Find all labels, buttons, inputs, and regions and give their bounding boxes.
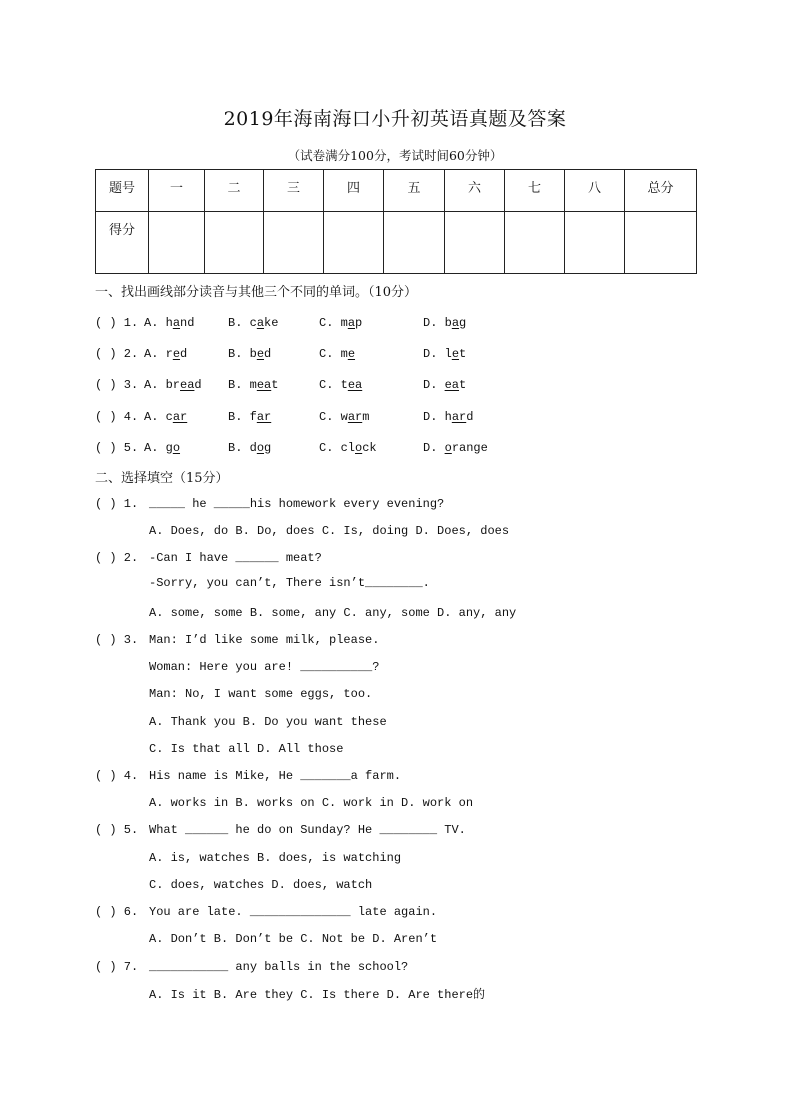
q7-stem: ___________ any balls in the school?	[149, 960, 409, 974]
header-cell: 四	[324, 170, 384, 212]
q4-options: A. works in B. works on C. work in D. work on	[149, 796, 474, 810]
underlined-sound: e	[451, 347, 460, 361]
score-cell[interactable]	[565, 212, 625, 274]
underlined-sound: e	[347, 347, 356, 361]
underlined-sound: e	[256, 347, 265, 361]
q7-number: ( ) 7.	[95, 960, 139, 974]
score-table	[95, 169, 697, 274]
section1-option: A. car	[144, 410, 188, 424]
section1-option: D. orange	[423, 441, 488, 455]
header-cell: 一	[149, 170, 205, 212]
section1-option: B. meat	[228, 378, 279, 392]
score-cell[interactable]	[384, 212, 445, 274]
underlined-sound: ea	[256, 378, 272, 392]
q3-number: ( ) 3.	[95, 633, 139, 647]
q3-stem-line2: Woman: Here you are! __________?	[149, 660, 380, 674]
underlined-sound: o	[172, 441, 181, 455]
q3-stem-line1: Man: I’d like some milk, please.	[149, 633, 380, 647]
q2-stem-line1: -Can I have ______ meat?	[149, 551, 322, 565]
underlined-sound: a	[256, 316, 265, 330]
section1-option: C. clock	[319, 441, 377, 455]
underlined-sound: ea	[347, 378, 363, 392]
underlined-sound: ar	[256, 410, 272, 424]
section1-item-number: ( ) 4.	[95, 410, 139, 424]
q1-options: A. Does, do B. Do, does C. Is, doing D. Does, does	[149, 524, 510, 538]
score-table-score-row	[96, 212, 697, 274]
score-cell[interactable]	[505, 212, 565, 274]
section1-item-number: ( ) 2.	[95, 347, 139, 361]
q7-options: A. Is it B. Are they C. Is there D. Are there的	[149, 988, 486, 1002]
section1-option: D. bag	[423, 316, 467, 330]
q5-stem: What ______ he do on Sunday? He ________ TV.	[149, 823, 466, 837]
page-title: 2019年海南海口小升初英语真题及答案	[223, 108, 567, 130]
q2-options: A. some, some B. some, any C. any, some D. any, any	[149, 606, 517, 620]
section1-option: C. me	[319, 347, 356, 361]
section1-option: C. warm	[319, 410, 370, 424]
header-cell: 六	[445, 170, 505, 212]
q3-options-line2: C. Is that all D. All those	[149, 742, 344, 756]
section1-option: A. red	[144, 347, 188, 361]
q1-number: ( ) 1.	[95, 497, 139, 511]
section1-option: C. map	[319, 316, 363, 330]
section1-item-number: ( ) 1.	[95, 316, 139, 330]
score-cell[interactable]	[445, 212, 505, 274]
score-cell[interactable]	[625, 212, 697, 274]
underlined-sound: a	[451, 316, 460, 330]
score-cell[interactable]	[205, 212, 264, 274]
section1-heading: 一、找出画线部分读音与其他三个不同的单词。（10分）	[95, 285, 418, 300]
section1-option: B. dog	[228, 441, 272, 455]
underlined-sound: ar	[172, 410, 188, 424]
section1-option: A. hand	[144, 316, 195, 330]
header-cell: 总分	[625, 170, 697, 212]
page-subtitle: （试卷满分100分，考试时间60分钟）	[287, 148, 503, 163]
score-cell[interactable]	[264, 212, 324, 274]
underlined-sound: ar	[347, 410, 363, 424]
header-cell: 二	[205, 170, 264, 212]
section1-option: D. let	[423, 347, 467, 361]
q5-options-line1: A. is, watches B. does, is watching	[149, 851, 402, 865]
underlined-sound: o	[444, 441, 452, 455]
q2-stem-line2: -Sorry, you can’t, There isn’t________.	[149, 576, 430, 590]
underlined-sound: o	[355, 441, 363, 455]
score-cell[interactable]	[149, 212, 205, 274]
header-cell: 八	[565, 170, 625, 212]
q6-options: A. Don’t B. Don’t be C. Not be D. Aren’t	[149, 932, 438, 946]
section1-option: B. far	[228, 410, 272, 424]
q2-number: ( ) 2.	[95, 551, 139, 565]
underlined-sound: a	[172, 316, 181, 330]
section1-option: A. go	[144, 441, 181, 455]
section1-option: A. bread	[144, 378, 202, 392]
section1-option: B. cake	[228, 316, 279, 330]
section1-option: D. eat	[423, 378, 467, 392]
section1-option: B. bed	[228, 347, 272, 361]
underlined-sound: a	[347, 316, 356, 330]
header-cell: 七	[505, 170, 565, 212]
underlined-sound: ea	[180, 378, 195, 392]
section1-option: D. hard	[423, 410, 474, 424]
section1-item-number: ( ) 5.	[95, 441, 139, 455]
underlined-sound: ea	[444, 378, 460, 392]
section1-option: C. tea	[319, 378, 363, 392]
q4-number: ( ) 4.	[95, 769, 139, 783]
header-cell: 三	[264, 170, 324, 212]
header-cell: 五	[384, 170, 445, 212]
q1-stem: _____ he _____his homework every evening?	[149, 497, 445, 511]
score-table-header-row	[96, 170, 697, 212]
q3-options-line1: A. Thank you B. Do you want these	[149, 715, 387, 729]
underlined-sound: e	[172, 347, 181, 361]
q6-stem: You are late. ______________ late again.	[149, 905, 438, 919]
q3-stem-line3: Man: No, I want some eggs, too.	[149, 687, 373, 701]
header-cell: 题号	[96, 170, 149, 212]
q6-number: ( ) 6.	[95, 905, 139, 919]
score-cell[interactable]	[324, 212, 384, 274]
underlined-sound: o	[256, 441, 265, 455]
section2-heading: 二、选择填空（15分）	[95, 471, 229, 486]
underlined-sound: ar	[451, 410, 467, 424]
q4-stem: His name is Mike, He _______a farm.	[149, 769, 402, 783]
score-row-label: 得分	[96, 212, 149, 274]
q5-options-line2: C. does, watches D. does, watch	[149, 878, 373, 892]
section1-item-number: ( ) 3.	[95, 378, 139, 392]
q5-number: ( ) 5.	[95, 823, 139, 837]
